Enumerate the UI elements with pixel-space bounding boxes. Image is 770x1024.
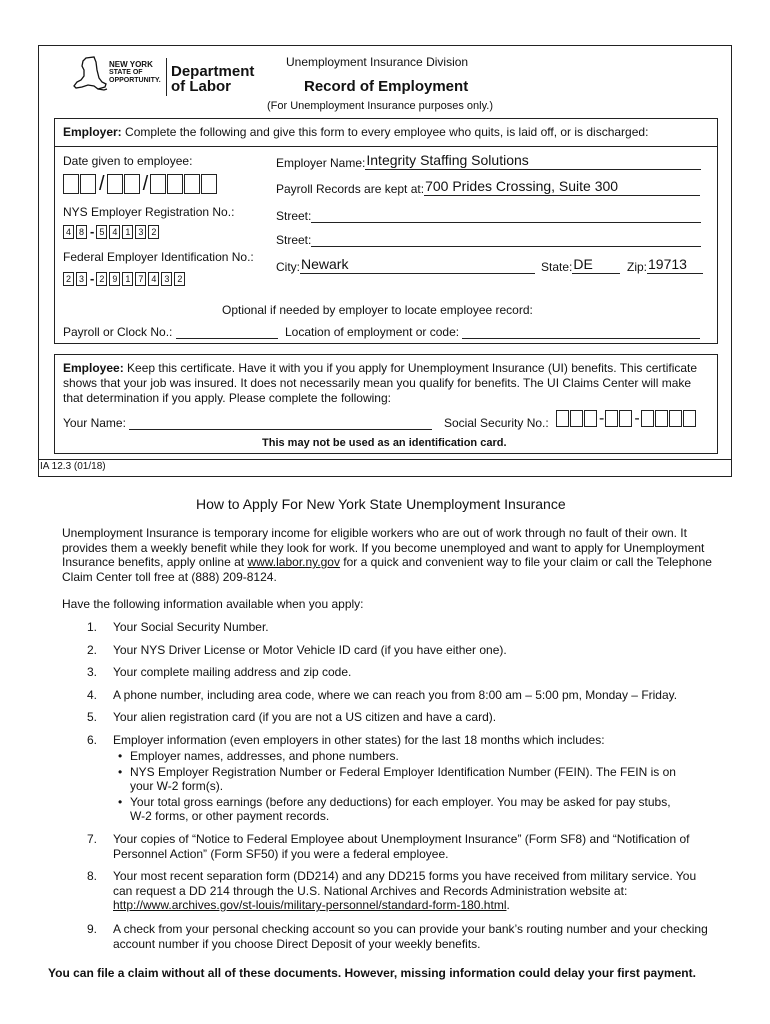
digit-dash: - (90, 271, 95, 286)
street-field-1[interactable]: Street: (276, 209, 701, 223)
employer-name-field[interactable]: Employer Name: Integrity Staffing Solutions (276, 156, 701, 170)
zip-value: 19713 (648, 256, 687, 272)
list-item: Employer information (even employers in other states) for the last 18 months which includes: (113, 733, 605, 747)
list-item: Your alien registration card (if you are not a US citizen and have a card). (113, 710, 497, 724)
item-num: 9. (87, 922, 98, 936)
item-num: 2. (87, 643, 98, 657)
payroll-location-field[interactable]: Payroll Records are kept at: 700 Prides Crossing, Suite 300 (276, 182, 700, 196)
howto-title: How to Apply For New York State Unemployment Insurance (196, 496, 566, 512)
list-item: A phone number, including area code, where we can reach you from 8:00 am – 5:00 pm, Monday – Friday. (113, 688, 678, 702)
nys-reg-label: NYS Employer Registration No.: (63, 205, 235, 219)
fein-label: Federal Employer Identification No.: (63, 250, 254, 264)
list-item: A check from your personal checking account so you can provide your bank’s routing number and your checking account number if you choose Direct Deposit of your weekly benefits. (113, 922, 708, 951)
item-num: 5. (87, 710, 98, 724)
digit-box[interactable]: 3 (76, 272, 87, 286)
item-num: 3. (87, 665, 98, 679)
zip-field[interactable]: Zip: 19713 (627, 260, 703, 274)
digit-box[interactable]: 1 (122, 272, 133, 286)
city-value: Newark (301, 256, 349, 272)
bullet-item: • Your total gross earnings (before any deductions) for each employer. You may be asked for pay stubs, W-2 forms, or other payment records. (130, 795, 685, 823)
list-item: Your complete mailing address and zip code. (113, 665, 352, 679)
digit-box[interactable]: 4 (63, 225, 74, 239)
archives-link[interactable]: http://www.archives.gov/st-louis/military-personnel/standard-form-180.html (113, 898, 507, 912)
state-field[interactable]: State: DE (541, 260, 620, 274)
howto-intro: Unemployment Insurance is temporary income for eligible workers who are out of work through no fault of their own. It provides them a weekly benefit while they look for work. If you become unemployed and want to apply for Unemployment Insurance benefits, apply online at www.labor.ny.gov for a quick and convenient way to file your claim or call the Telephone Claim Center toll free at (888) 209-8124. (62, 526, 712, 584)
nys-reg-number[interactable] (63, 224, 161, 239)
digit-box[interactable]: 1 (122, 225, 133, 239)
digit-box[interactable]: 5 (96, 225, 107, 239)
employer-name-value: Integrity Staffing Solutions (366, 152, 529, 168)
not-id-notice: This may not be used as an identification card. (262, 437, 507, 449)
nys-wordmark: NEW YORK STATE OF OPPORTUNITY. (109, 60, 161, 84)
employer-instruction: Employer: Complete the following and give this form to every employee who quits, is laid off, or is discharged: (63, 125, 649, 139)
ssn-label: Social Security No.: (444, 416, 549, 430)
item-num: 1. (87, 620, 98, 634)
item-num: 4. (87, 688, 98, 702)
payroll-location-value: 700 Prides Crossing, Suite 300 (425, 178, 619, 194)
digit-box[interactable]: 3 (161, 272, 172, 286)
division-name: Unemployment Insurance Division (286, 55, 469, 69)
your-name-field[interactable]: Your Name: (63, 416, 432, 430)
digit-box[interactable]: 2 (96, 272, 107, 286)
date-given-label: Date given to employee: (63, 154, 193, 168)
state-value: DE (573, 256, 593, 272)
list-item: Your copies of “Notice to Federal Employee about Unemployment Insurance” (Form SF8) and “Notification of Personnel Action” (Form SF50) if you were a federal employee. (113, 832, 690, 861)
form-title: Record of Employment (304, 78, 469, 95)
employee-instruction: Employee: Keep this certificate. Have it with you if you apply for Unemployment Insurance (UI) benefits. This certificate shows that your job was insured. It does not necessarily mean you qualify for benefits. The UI Claims Center will make that determination if you apply. Please complete the following: (63, 361, 698, 405)
final-note: You can file a claim without all of these documents. However, missing information could delay your first payment. (48, 966, 696, 980)
item-num: 6. (87, 733, 98, 747)
digit-dash: - (90, 224, 95, 239)
digit-box[interactable]: 2 (148, 225, 159, 239)
fein-number[interactable] (63, 271, 187, 286)
city-field[interactable]: City: Newark (276, 260, 535, 274)
nys-dol-logo (72, 56, 257, 100)
date-given-field[interactable]: / / (63, 174, 218, 194)
item-num: 8. (87, 869, 98, 883)
digit-box[interactable]: 3 (135, 225, 146, 239)
form-subtitle: (For Unemployment Insurance purposes only.) (267, 100, 494, 112)
digit-box[interactable]: 9 (109, 272, 120, 286)
have-info-text: Have the following information available when you apply: (62, 597, 364, 611)
digit-box[interactable]: 4 (109, 225, 120, 239)
street-field-2[interactable]: Street: (276, 233, 701, 247)
digit-box[interactable]: 2 (63, 272, 74, 286)
list-item: Your NYS Driver License or Motor Vehicle ID card (if you have either one). (113, 643, 507, 657)
bullet-item: • Employer names, addresses, and phone numbers. (130, 749, 710, 763)
digit-box[interactable]: 4 (148, 272, 159, 286)
list-item: Your most recent separation form (DD214) and any DD215 forms you have received from military service. You can request a DD 214 through the U.S. National Archives and Records Administration website at: http://www.archives.gov/st-louis/military-personnel/standard-form-180.html. (113, 869, 697, 912)
nys-map-icon (72, 56, 108, 96)
ssn-field[interactable]: - - (556, 410, 697, 427)
dol-wordmark: Department of Labor (171, 63, 255, 95)
form-code: IA 12.3 (01/18) (40, 461, 106, 472)
bullet-item: • NYS Employer Registration Number or Federal Employer Identification Number (FEIN). The FEIN is on your W-2 form(s). (130, 765, 685, 793)
digit-box[interactable]: 7 (135, 272, 146, 286)
optional-note: Optional if needed by employer to locate employee record: (222, 303, 533, 317)
digit-box[interactable]: 8 (76, 225, 87, 239)
digit-box[interactable]: 2 (174, 272, 185, 286)
list-item: Your Social Security Number. (113, 620, 269, 634)
location-code-field[interactable]: Location of employment or code: (285, 325, 700, 339)
payroll-clock-field[interactable]: Payroll or Clock No.: (63, 325, 278, 339)
item-num: 7. (87, 832, 98, 846)
labor-website-link[interactable]: www.labor.ny.gov (247, 555, 340, 569)
